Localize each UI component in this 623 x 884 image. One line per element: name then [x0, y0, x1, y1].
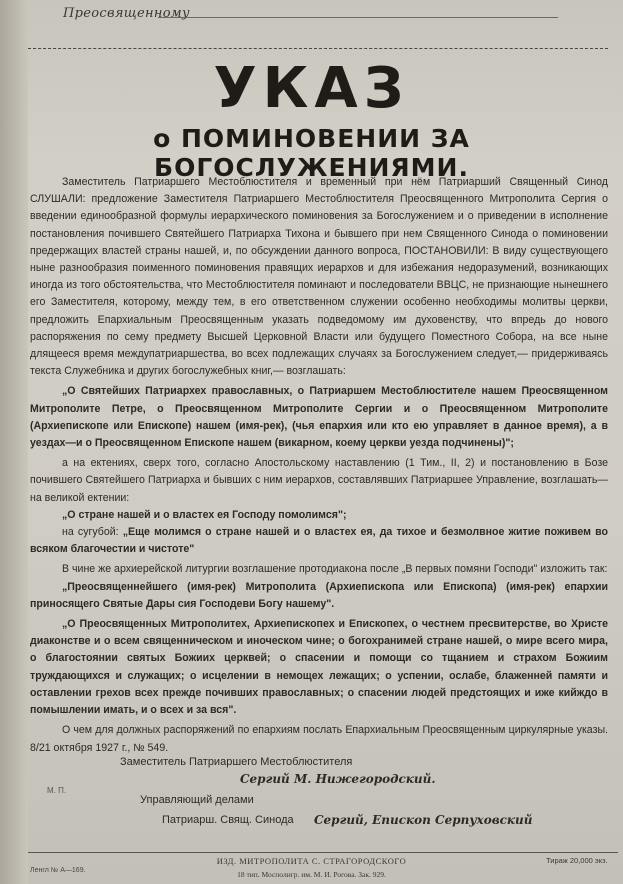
addressee-line: Преосвященному	[63, 6, 190, 21]
formula-commemoration: „О Святейших Патриархех православных, о Патриаршем Местоблюстителе нашем Преосвященном Митрополите Петре, о Преосвященном Митрополите Сергии и о Преосвященном Митрополите (Архиепископе или Епископе) нашем (имя-рек), (чья епархия или кто ею управляет в данное время), а в уездах—и о Преосвященном Епископе нашем (викарном, коему церкви уезда подчинены)";	[30, 385, 608, 450]
formula-great-litany: „О стране нашей и о властех ея Господу помолимся";	[62, 508, 347, 521]
formula-protodeacon: „Преосвященнейшего (имя-рек) Митрополита (Архиепископа или Епископа) (имя-рек) епархии приносящего Святые Дары сия Господеви Богу нашему".	[30, 580, 608, 610]
paragraph-sugubaya	[30, 524, 608, 558]
paragraph-intro: Заместитель Патриаршего Местоблюстителя и временный при нём Патриарший Священный Синод СЛУШАЛИ: предложение Заместителя Патриаршего Местоблюстителя Преосвященного Митрополита Сергия о введении единообразной формулы иерархического поминовения за Богослужением и о приведении в исполнение постановления почившего Святейшего Патриарха Тихона и бывшего при нем Священного Синода о поминовении предержащих властей страны нашей, и, по обсуждении данного вопроса, ПОСТАНОВИЛИ: В виду существующего ныне разнообразия поименного поминовения правящих иерархов и для избежания недоразумений, возникающих иногда из того обстоятельства, что Местоблюстителя поминают и последователи ВВЦС, не признающие нынешнего его Заместителя, которому, между тем, в его ответственном служении особенно необходимы молитвы церкви, предложить Епархиальным Преосвященным указать подведомому им духовенству, что впредь до нового распоряжения по сему предмету Высшей Церковной Власти или будущего Поместного Собора, на все ныне длящееся время междупатриаршества, во всех подлежащих случаях за Богослужением следует,— придерживаясь текста Служебника и других богослужебных книг,— возглашать:	[30, 176, 608, 378]
deputy-signature: Сергий М. Нижегородский.	[240, 772, 436, 786]
manager-signature: Сергий, Епископ Серпуховский	[314, 813, 533, 827]
paragraph-closing: О чем для должных распоряжений по епархиям послать Епархиальным Преосвященным циркулярные указы. 8/21 октября 1927 г., № 549.	[30, 724, 608, 754]
document-subtitle: о ПОМИНОВЕНИИ ЗА БОГОСЛУЖЕНИЯМИ.	[153, 124, 470, 182]
seal-mark: М. П.	[47, 786, 67, 795]
footer-divider	[28, 852, 618, 853]
document-body	[30, 174, 608, 757]
addressee-rule	[158, 17, 558, 18]
publisher-line: ИЗД. МИТРОПОЛИТА С. СТРАГОРОДСКОГО	[216, 856, 407, 866]
print-run: Тираж 20,000 экз.	[546, 856, 608, 865]
printing-line: 18 тип. Мосполигр. им. М. И. Рогова. Зак. 929.	[237, 870, 386, 879]
formula-litany-petitions: „О Преосвященных Митрополитех, Архиепископех и Епископех, о честнем пресвитерстве, во Христе диаконстве и о всем священническом и иноческом чине; о богохранимей стране нашей, о мире всего мира, о благостоянии святых Божиих церквей; о спасении и помощи со тщанием и страхом Божиим труждающихся и служащих; о исцелении в немощех лежащих; о успении, ослабе, блаженней памяти и оставлении грехов всех прежде почивших православных; о спасении людей предстоящих и иже кийждо в помышлении имать, и о всех и за вся".	[30, 618, 608, 717]
manager-org: Патриарш. Свящ. Синода	[162, 814, 294, 826]
paragraph-ektenii: а на ектениях, сверх того, согласно Апостольскому наставлению (1 Тим., II, 2) и постановлению в Бозе почившего Святейшего Патриарха и бывших с ним иерархов, составлявших Патриаршее Управление, возглашать—на великой ектении:	[30, 457, 608, 504]
deputy-title: Заместитель Патриаршего Местоблюстителя	[120, 756, 353, 768]
paragraph-chin: В чине же архиерейской литургии возглашение протодиакона после „В первых помяни Господи" изложить так:	[62, 563, 608, 576]
sugubaya-label: на сугубой:	[62, 526, 119, 539]
document-title: УКАЗ	[213, 56, 410, 121]
footer-code: Ленгл № А—169.	[30, 867, 86, 874]
formula-augmented-litany: „Еще молимся о стране нашей и о властех ея, да тихое и безмолвное житие поживем во всяком благочестии и чистоте"	[30, 526, 608, 556]
manager-title: Управляющий делами	[140, 794, 254, 806]
top-divider	[28, 48, 608, 49]
